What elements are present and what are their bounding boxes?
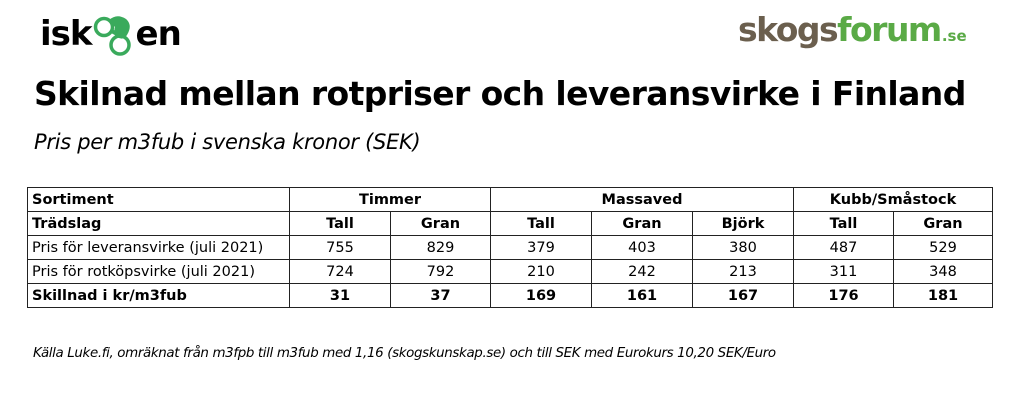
col-header: Tall (290, 212, 391, 236)
group-header-massaved: Massaved (491, 188, 794, 212)
logo-text-se: .se (941, 27, 967, 45)
table-cell: 403 (592, 236, 693, 260)
table-cell: 348 (894, 260, 993, 284)
logo-text-forum: forum (837, 10, 941, 49)
header-row-tradslag (28, 212, 993, 236)
binoculars-icon (93, 11, 135, 57)
table-cell: 755 (290, 236, 391, 260)
table-cell: 380 (693, 236, 794, 260)
table-cell: 792 (391, 260, 491, 284)
table-cell: 379 (491, 236, 592, 260)
col-header: Gran (391, 212, 491, 236)
table-row (28, 260, 993, 284)
group-header-timmer: Timmer (290, 188, 491, 212)
logo-text-part1: isk (40, 14, 92, 54)
skogsforum-logo (738, 10, 967, 49)
table-cell: 31 (290, 284, 391, 308)
table-cell: 724 (290, 260, 391, 284)
table-row-difference (28, 284, 993, 308)
col-header: Tall (794, 212, 894, 236)
table-cell: 169 (491, 284, 592, 308)
table-row (28, 236, 993, 260)
page-title: Skilnad mellan rotpriser och leveransvirke i Finland (34, 74, 966, 113)
row-label: Skillnad i kr/m3fub (28, 284, 290, 308)
header-label-tradslag: Trädslag (28, 212, 290, 236)
col-header: Björk (693, 212, 794, 236)
table-cell: 829 (391, 236, 491, 260)
table-cell: 210 (491, 260, 592, 284)
table-cell: 161 (592, 284, 693, 308)
col-header: Tall (491, 212, 592, 236)
page-subtitle: Pris per m3fub i svenska kronor (SEK) (34, 130, 421, 154)
logo-text-skogs: skogs (738, 10, 838, 49)
table-cell: 311 (794, 260, 894, 284)
table-cell: 176 (794, 284, 894, 308)
price-table (27, 187, 993, 308)
iskogen-logo (40, 6, 181, 62)
source-footnote: Källa Luke.fi, omräknat från m3fpb till m3fub med 1,16 (skogskunskap.se) och till SEK med Eurokurs 10,20 SEK/Euro (33, 346, 776, 361)
header-row-sortiment (28, 188, 993, 212)
table-cell: 529 (894, 236, 993, 260)
col-header: Gran (894, 212, 993, 236)
logo-text-part2: en (135, 14, 181, 54)
col-header: Gran (592, 212, 693, 236)
table-cell: 242 (592, 260, 693, 284)
group-header-kubb: Kubb/Småstock (794, 188, 993, 212)
header-label-sortiment: Sortiment (28, 188, 290, 212)
table-cell: 167 (693, 284, 794, 308)
row-label: Pris för rotköpsvirke (juli 2021) (28, 260, 290, 284)
table-cell: 181 (894, 284, 993, 308)
row-label: Pris för leveransvirke (juli 2021) (28, 236, 290, 260)
table-cell: 487 (794, 236, 894, 260)
table-cell: 37 (391, 284, 491, 308)
table-cell: 213 (693, 260, 794, 284)
